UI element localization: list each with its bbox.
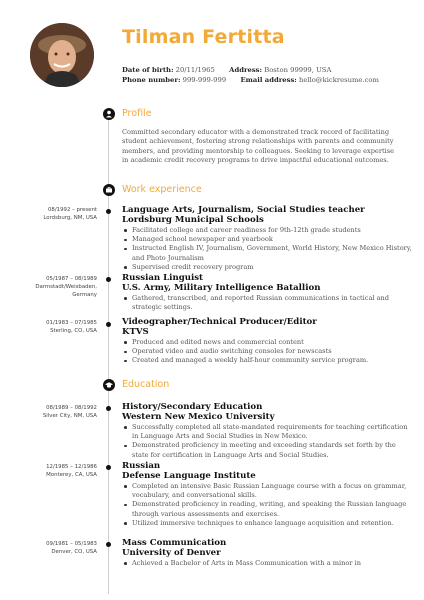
entry-bullets	[122, 559, 412, 568]
timeline-dot	[106, 322, 111, 327]
list-item: Utilized immersive techniques to enhance language acquisition and retention.	[132, 519, 412, 528]
entry-bullets	[122, 226, 412, 272]
email-label: Email address:	[240, 76, 297, 84]
phone-label: Phone number:	[122, 76, 181, 84]
entry-bullets	[122, 338, 412, 366]
entry-dates: 12/1985 – 12/1986	[46, 464, 97, 470]
list-item: Gathered, transcribed, and reported Russian communications in tactical and strategic settings.	[132, 294, 412, 312]
dob-label: Date of birth:	[122, 66, 174, 74]
entry-location: Denver, CO, USA	[51, 549, 97, 555]
entry-meta	[46, 540, 97, 556]
entry-dates: 08/1989 – 08/1992	[46, 405, 97, 411]
entry-title: Russian Linguist	[122, 273, 204, 283]
list-item: Achieved a Bachelor of Arts in Mass Communication with a minor in	[132, 559, 412, 568]
timeline-dot	[106, 277, 111, 282]
section-title-education: Education	[122, 379, 170, 390]
list-item: Produced and edited news and commercial content	[132, 338, 412, 347]
entry-bullets	[122, 423, 412, 460]
candidate-name: Tilman Fertitta	[122, 26, 285, 48]
list-item: Instructed English IV, Journalism, Government, World History, New Mexico History, and Photo Journalism	[132, 244, 412, 262]
entry-dates: 09/1981 – 05/1983	[46, 541, 97, 547]
entry-meta	[46, 319, 97, 335]
personal-info-row-2	[122, 76, 379, 84]
entry-title: History/Secondary Education	[122, 402, 263, 412]
timeline-dot	[106, 465, 111, 470]
entry-location: Monterey, CA, USA	[46, 472, 97, 478]
list-item: Facilitated college and career readiness for 9th-12th grade students	[132, 226, 412, 235]
entry-title: Language Arts, Journalism, Social Studies teacher	[122, 205, 365, 215]
entry-organization: University of Denver	[122, 547, 221, 558]
phone-value: 999-999-999	[182, 76, 227, 84]
education-entry	[122, 403, 412, 460]
list-item: Supervised credit recovery program	[132, 263, 412, 272]
list-item: Created and managed a weekly half-hour community service program.	[132, 356, 412, 365]
list-item: Managed school newspaper and yearbook	[132, 235, 412, 244]
profile-summary: Committed secondary educator with a demonstrated track record of facilitating student achievement, fostering strong relationships with parents and community members, and providing mentorship to colleagues. Seeking to leverage expertise in academic credit recovery programs to drive impactful educational outcomes.	[122, 128, 395, 164]
entry-organization: Lordsburg Municipal Schools	[122, 214, 264, 225]
education-entry	[122, 462, 412, 528]
email-value[interactable]: hello@kickresume.com	[298, 76, 379, 84]
entry-organization: KTVS	[122, 326, 149, 337]
entry-title: Videographer/Technical Producer/Editor	[122, 317, 317, 327]
entry-location: Germany	[72, 292, 97, 298]
timeline-dot	[106, 406, 111, 411]
list-item: Successfully completed all state-mandated requirements for teaching certification in Language Arts and Social Studies in New Mexico.	[132, 423, 412, 441]
entry-bullets	[122, 294, 412, 312]
entry-bullets	[122, 482, 412, 528]
work-entry	[122, 206, 412, 272]
timeline-dot	[106, 209, 111, 214]
section-title-work: Work experience	[122, 184, 202, 195]
entry-organization: Defense Language Institute	[122, 470, 256, 481]
list-item: Demonstrated proficiency in meeting and exceeding standards set forth by the state for certification in Language Arts and Social Studies.	[132, 441, 412, 459]
entry-location: Lordsburg, NM, USA	[43, 215, 97, 221]
list-item: Completed an intensive Basic Russian Language course with a focus on grammar, vocabulary, and conversational skills.	[132, 482, 412, 500]
entry-location: Sterling, CO, USA	[50, 328, 97, 334]
briefcase-icon	[103, 184, 115, 196]
entry-title: Russian	[122, 461, 161, 471]
dob-value: 20/11/1965	[175, 66, 215, 74]
entry-dates: 08/1992 – present	[47, 207, 97, 213]
person-icon	[103, 108, 115, 120]
education-entry	[122, 539, 412, 568]
entry-organization: U.S. Army, Military Intelligence Batallion	[122, 282, 321, 293]
entry-meta	[43, 404, 97, 420]
entry-meta	[35, 275, 97, 299]
entry-location: Darmstadt/Weisbaden,	[35, 284, 97, 290]
entry-meta	[46, 463, 97, 479]
work-entry	[122, 274, 412, 312]
entry-organization: Western New Mexico University	[122, 411, 275, 422]
list-item: Operated video and audio switching consoles for newscasts	[132, 347, 412, 356]
section-title-profile: Profile	[122, 108, 152, 119]
entry-title: Mass Communication	[122, 538, 227, 548]
list-item: Demonstrated proficiency in reading, writing, and speaking the Russian language through various assessments and exercises.	[132, 500, 412, 518]
graduation-cap-icon	[103, 379, 115, 391]
profile-photo	[30, 23, 94, 87]
entry-location: Silver City, NM, USA	[42, 413, 97, 419]
entry-dates: 05/1987 – 08/1989	[46, 276, 97, 282]
entry-dates: 01/1983 – 07/1985	[46, 320, 97, 326]
address-label: Address:	[229, 66, 263, 74]
address-value: Boston 99999, USA	[264, 66, 332, 74]
entry-meta	[43, 206, 97, 222]
timeline-dot	[106, 542, 111, 547]
work-entry	[122, 318, 412, 366]
personal-info-row-1	[122, 66, 331, 74]
